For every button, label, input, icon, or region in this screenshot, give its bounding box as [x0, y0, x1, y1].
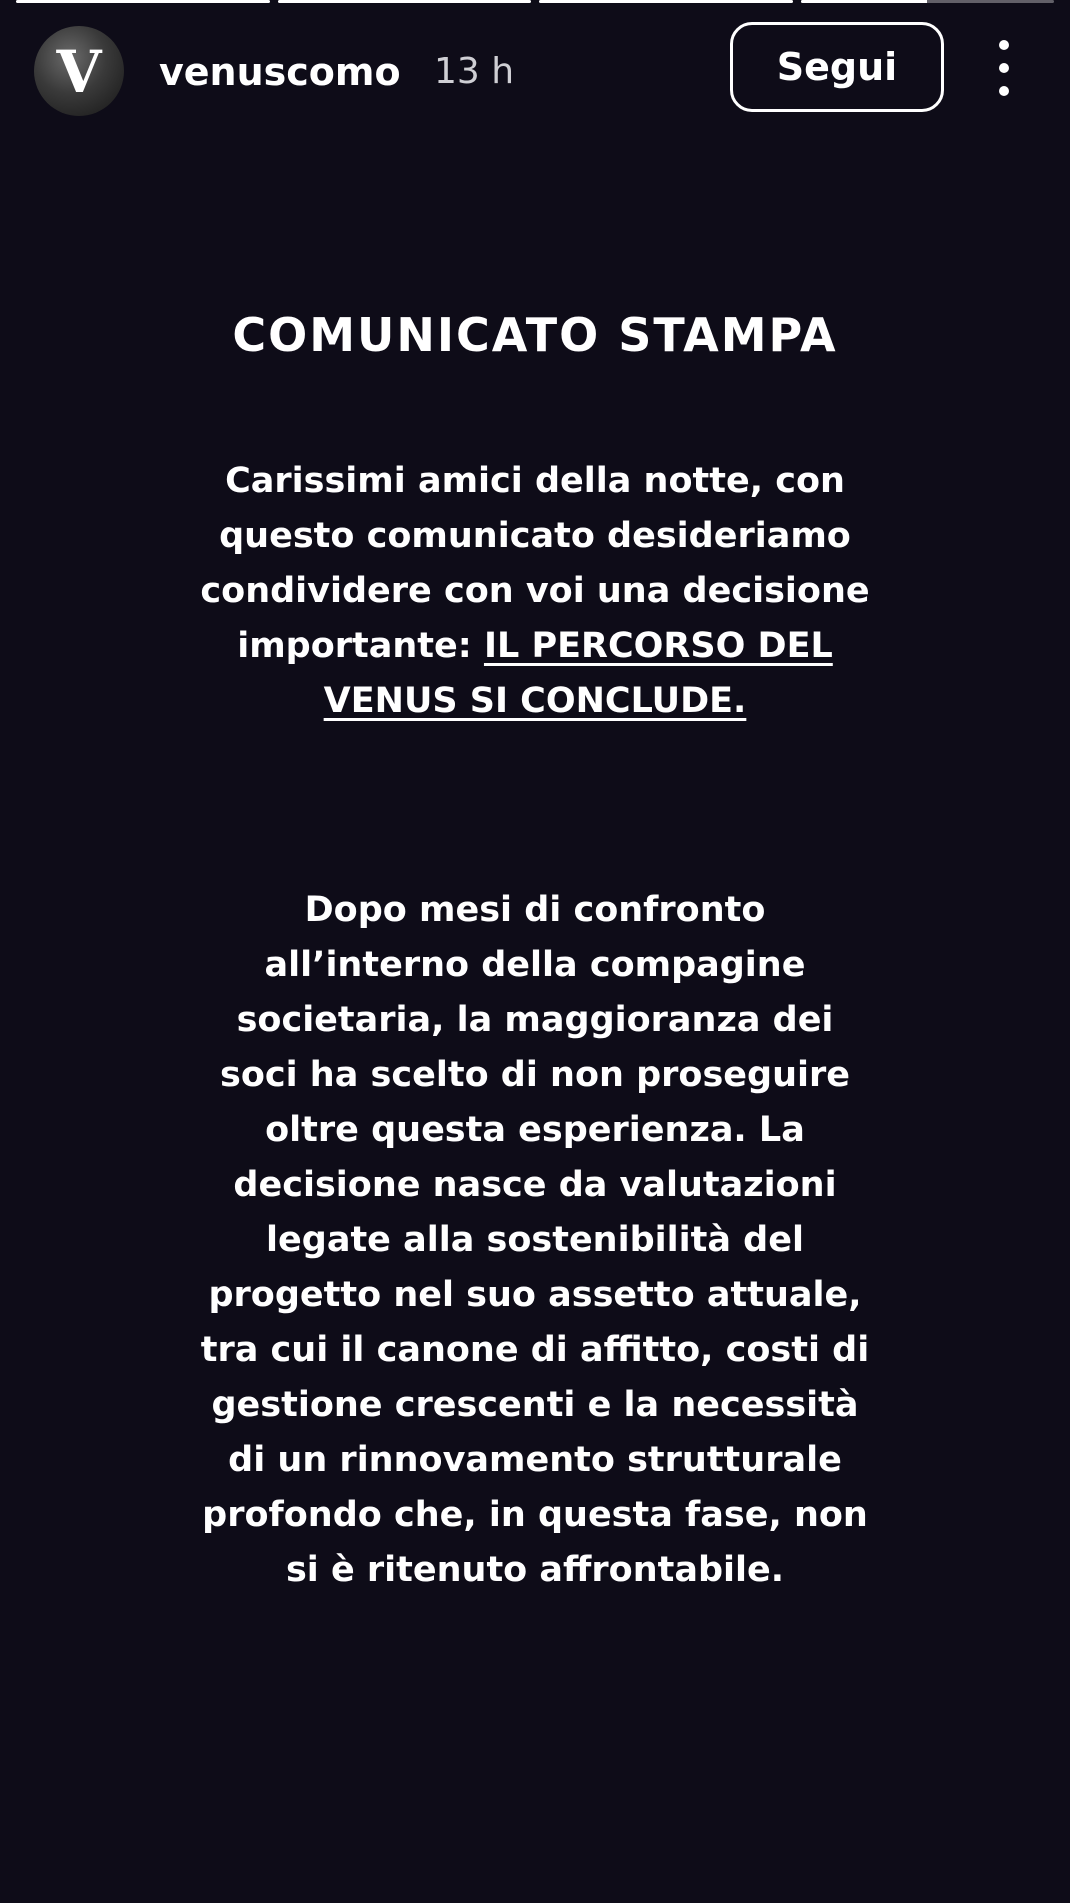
announcement-underlined: IL PERCORSO DEL VENUS SI CONCLUDE.	[323, 626, 833, 721]
story-progress-bar	[16, 0, 1054, 3]
progress-segment-fill	[539, 0, 793, 3]
progress-segment	[16, 0, 270, 3]
avatar[interactable]	[34, 26, 124, 116]
more-vertical-icon[interactable]	[989, 40, 1019, 96]
progress-segment-fill	[801, 0, 928, 3]
username[interactable]: venuscomo	[159, 50, 401, 94]
more-dot	[999, 86, 1009, 96]
more-dot	[999, 40, 1009, 50]
intro-paragraph	[200, 454, 870, 729]
story-header	[34, 26, 1040, 116]
progress-segment	[539, 0, 793, 3]
progress-segment-fill	[278, 0, 532, 3]
press-release-title: COMUNICATO STAMPA	[232, 308, 838, 362]
more-dot	[999, 63, 1009, 73]
body-paragraph: Dopo mesi di confronto all’interno della compagine societaria, la maggioranza dei soci ha scelto di non proseguire oltre questa esperienza. La decisione nasce da valutazioni legate alla sostenibilità del progetto nel suo assetto attuale, tra cui il canone di affitto, costi di gestione crescenti e la necessità di un rinnovamento strutturale profondo che, in questa fase, non si è ritenuto affrontabile.	[200, 890, 870, 1590]
follow-button[interactable]: Segui	[730, 22, 944, 112]
post-time: 13 h	[434, 51, 515, 92]
progress-segment-fill	[16, 0, 270, 3]
progress-segment	[278, 0, 532, 3]
progress-segment	[801, 0, 1055, 3]
avatar-logo-letter: V	[56, 38, 102, 106]
intro-text: Carissimi amici della notte, con questo comunicato desideriamo condividere con voi una decisione importante:	[200, 461, 870, 666]
